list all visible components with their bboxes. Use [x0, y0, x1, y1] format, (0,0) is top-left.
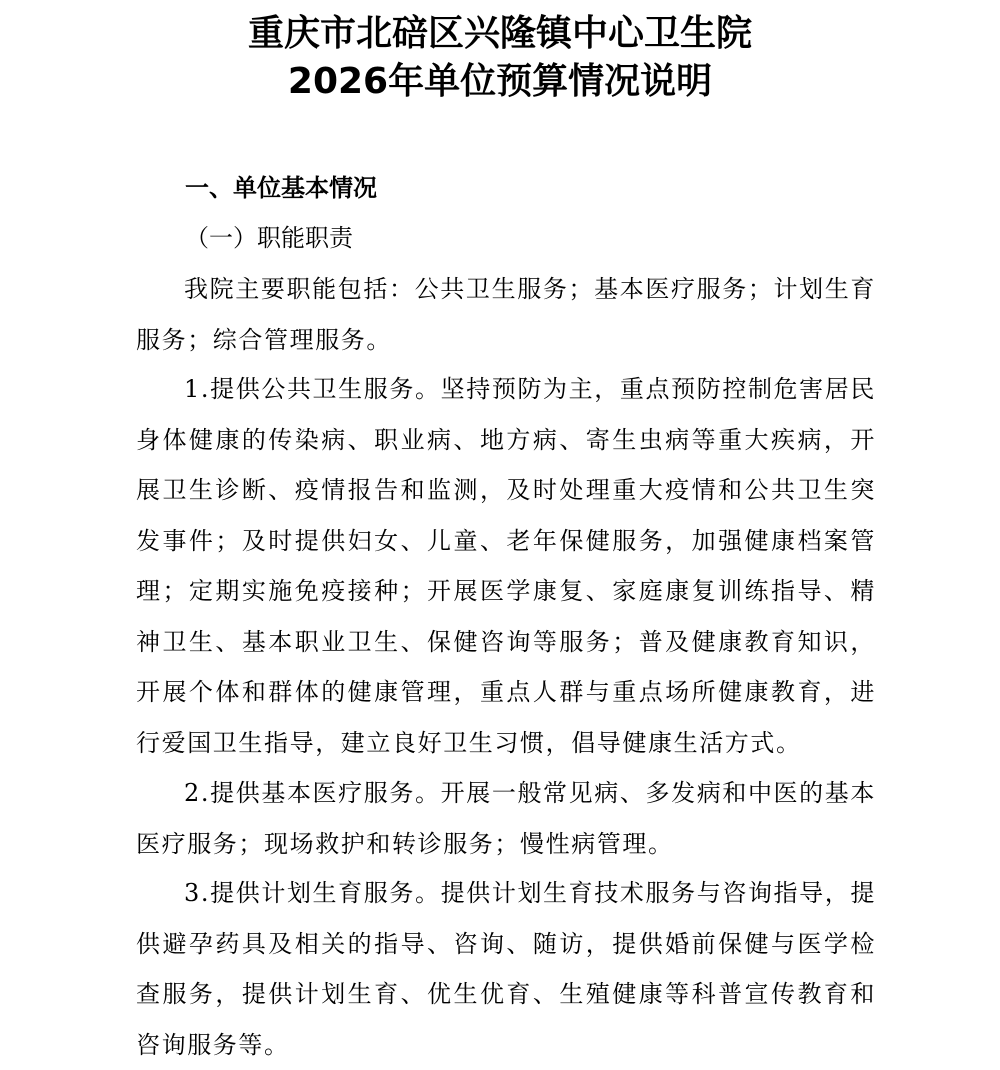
paragraph-family-planning: 3.提供计划生育服务。提供计划生育技术服务与咨询指导，提供避孕药具及相关的指导、咨询、随访，提供婚前保健与医学检查服务，提供计划生育、优生优育、生殖健康等科普宣传教育和咨询服务等。 [136, 879, 876, 1059]
document-title-line2: 2026年单位预算情况说明 [287, 61, 713, 102]
paragraph-public-health: 1.提供公共卫生服务。坚持预防为主，重点预防控制危害居民身体健康的传染病、职业病、地方病、寄生虫病等重大疾病，开展卫生诊断、疫情报告和监测，及时处理重大疫情和公共卫生突发事件；及时提供妇女、儿童、老年保健服务，加强健康档案管理；定期实施免疫接种；开展医学康复、家庭康复训练指导、精神卫生、基本职业卫生、保健咨询等服务；普及健康教育知识，开展个体和群体的健康管理，重点人群与重点场所健康教育，进行爱国卫生指导，建立良好卫生习惯，倡导健康生活方式。 [136, 375, 876, 757]
subsection-heading: （一）职能职责 [185, 224, 353, 252]
paragraph-functions-summary: 我院主要职能包括：公共卫生服务；基本医疗服务；计划生育服务；综合管理服务。 [136, 275, 876, 354]
section-heading: 一、单位基本情况 [185, 174, 377, 202]
document-title-line1: 重庆市北碚区兴隆镇中心卫生院 [247, 13, 752, 54]
paragraph-basic-medical: 2.提供基本医疗服务。开展一般常见病、多发病和中医的基本医疗服务；现场救护和转诊服务；慢性病管理。 [136, 779, 876, 858]
